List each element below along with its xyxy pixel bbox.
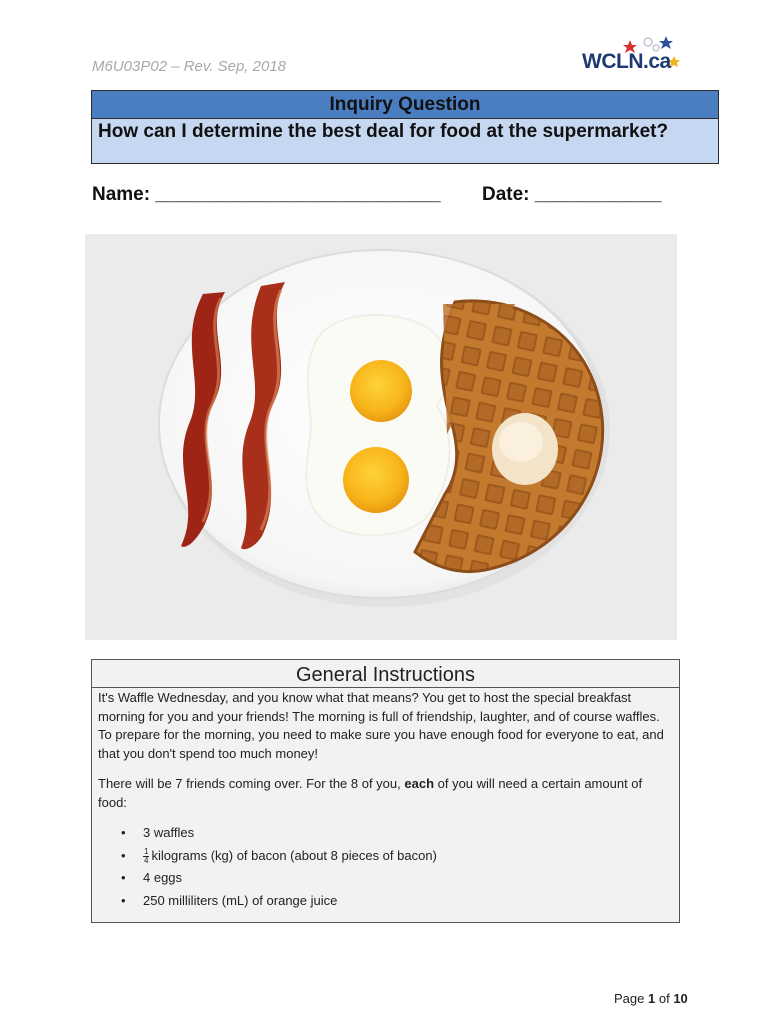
fraction-denominator: 4 <box>144 855 149 865</box>
page-of: of <box>658 991 670 1006</box>
wcln-logo <box>582 34 682 78</box>
list-item-text: kilograms (kg) of bacon (about 8 pieces of bacon) <box>151 847 437 863</box>
list-item <box>98 869 673 888</box>
logo-text: WCLN.ca <box>582 50 671 73</box>
inquiry-heading: Inquiry Question <box>92 91 718 119</box>
paragraph-2-text: There will be 7 friends coming over. For the 8 of you, <box>98 776 405 791</box>
list-item <box>98 892 673 911</box>
name-field: Name: ___________________________ <box>92 184 441 205</box>
list-item-text: 4 eggs <box>143 870 183 885</box>
page-number <box>614 991 688 1006</box>
inquiry-box <box>91 90 719 164</box>
fraction <box>143 848 149 865</box>
page-total: 10 <box>673 991 688 1006</box>
instructions-paragraph-2 <box>98 775 673 812</box>
list-item <box>98 824 673 843</box>
list-item-text: 250 milliliters (mL) of orange juice <box>143 892 338 908</box>
instructions-body <box>92 688 679 910</box>
page-current: 1 <box>648 991 656 1006</box>
date-field: Date: ____________ <box>482 184 662 205</box>
list-item-text: 3 waffles <box>143 825 195 840</box>
fraction-numerator: • 1 <box>144 846 149 856</box>
paragraph-2-bold: each <box>404 776 435 791</box>
paragraph-2-text-end: of you will need a certain amount of food: <box>98 776 643 810</box>
instructions-paragraph-1: It's Waffle Wednesday, and you know what that means? You get to host the special breakfast morning for you and your friends! The morning is full of friendship, laughter, and of course waffles. To prepare for the morning, you need to make sure you have enough food for everyone to eat, and that you don't spend too much money! <box>98 690 664 761</box>
instructions-title: General Instructions <box>92 660 679 688</box>
inquiry-question: How can I determine the best deal for food at the supermarket? <box>98 121 669 142</box>
general-instructions-box <box>91 659 680 923</box>
breakfast-photo <box>85 234 677 640</box>
list-item <box>98 847 673 866</box>
page-label: Page <box>614 991 645 1006</box>
food-list <box>98 824 673 910</box>
document-code: M6U03P02 – Rev. Sep, 2018 <box>92 58 287 75</box>
